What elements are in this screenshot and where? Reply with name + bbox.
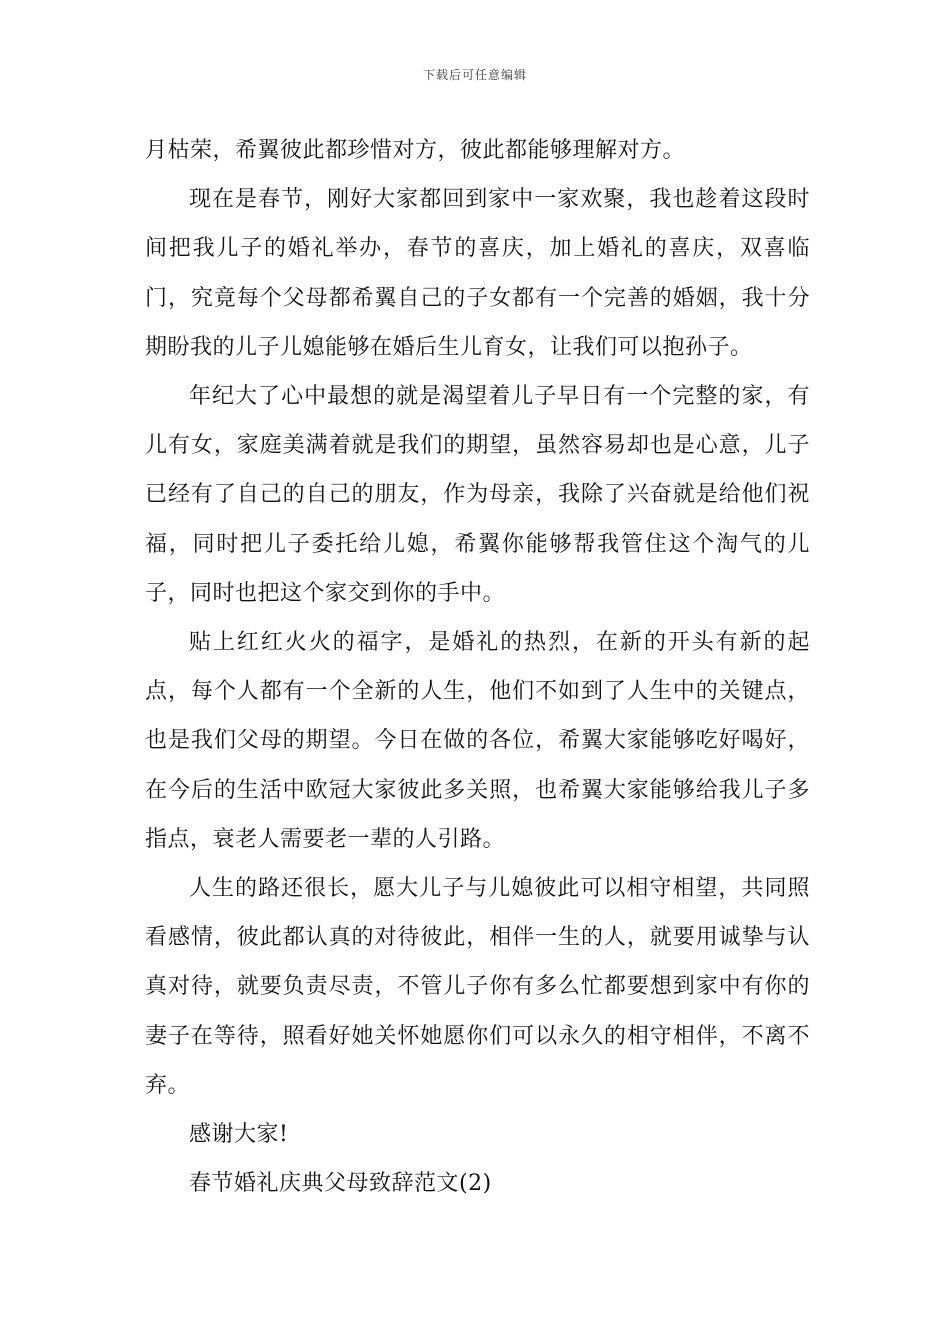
paragraph-fu-character: 贴上红红火火的福字，是婚礼的热烈，在新的开头有新的起点，每个人都有一个全新的人生，他们不如到了人生中的关键点，也是我们父母的期望。今日在做的各位，希翼大家能够吃好喝好，在今后的生活中欧冠大家彼此多关照，也希翼大家能够给我儿子多指点，衰老人需要老一辈的人引路。 — [145, 630, 810, 852]
document-body — [145, 126, 810, 1208]
paragraph-parent-wishes: 年纪大了心中最想的就是渴望着儿子早日有一个完整的家，有儿有女，家庭美满着就是我们的期望，虽然容易却也是心意，儿子已经有了自己的自己的朋友，作为母亲，我除了兴奋就是给他们祝福，同时把儿子委托给儿媳，希翼你能够帮我管住这个淘气的儿子，同时也把这个家交到你的手中。 — [145, 384, 810, 606]
page-header-note: 下载后可任意编辑 — [422, 68, 527, 82]
paragraph-continuation: 月枯荣，希翼彼此都珍惜对方，彼此都能够理解对方。 — [145, 138, 686, 163]
paragraph-thanks: 感谢大家! — [189, 1122, 289, 1148]
paragraph-spring-festival-wedding: 现在是春节，刚好大家都回到家中一家欢聚，我也趁着这段时间把我儿子的婚礼举办，春节的喜庆，加上婚礼的喜庆，双喜临门，究竟每个父母都希翼自己的子女都有一个完善的婚姻，我十分期盼我的儿子儿媳能够在婚后生儿育女，让我们可以抱孙子。 — [145, 187, 810, 360]
section-title: 春节婚礼庆典父母致辞范文(2) — [189, 1171, 492, 1197]
paragraph-long-road: 人生的路还很长，愿大儿子与儿媳彼此可以相守相望，共同照看感情，彼此都认真的对待彼此，相伴一生的人，就要用诚挚与认真对待，就要负责尽责，不管儿子你有多么忙都要想到家中有你的妻子在等待，照看好她关怀她愿你们可以永久的相守相伴，不离不弃。 — [145, 876, 810, 1098]
